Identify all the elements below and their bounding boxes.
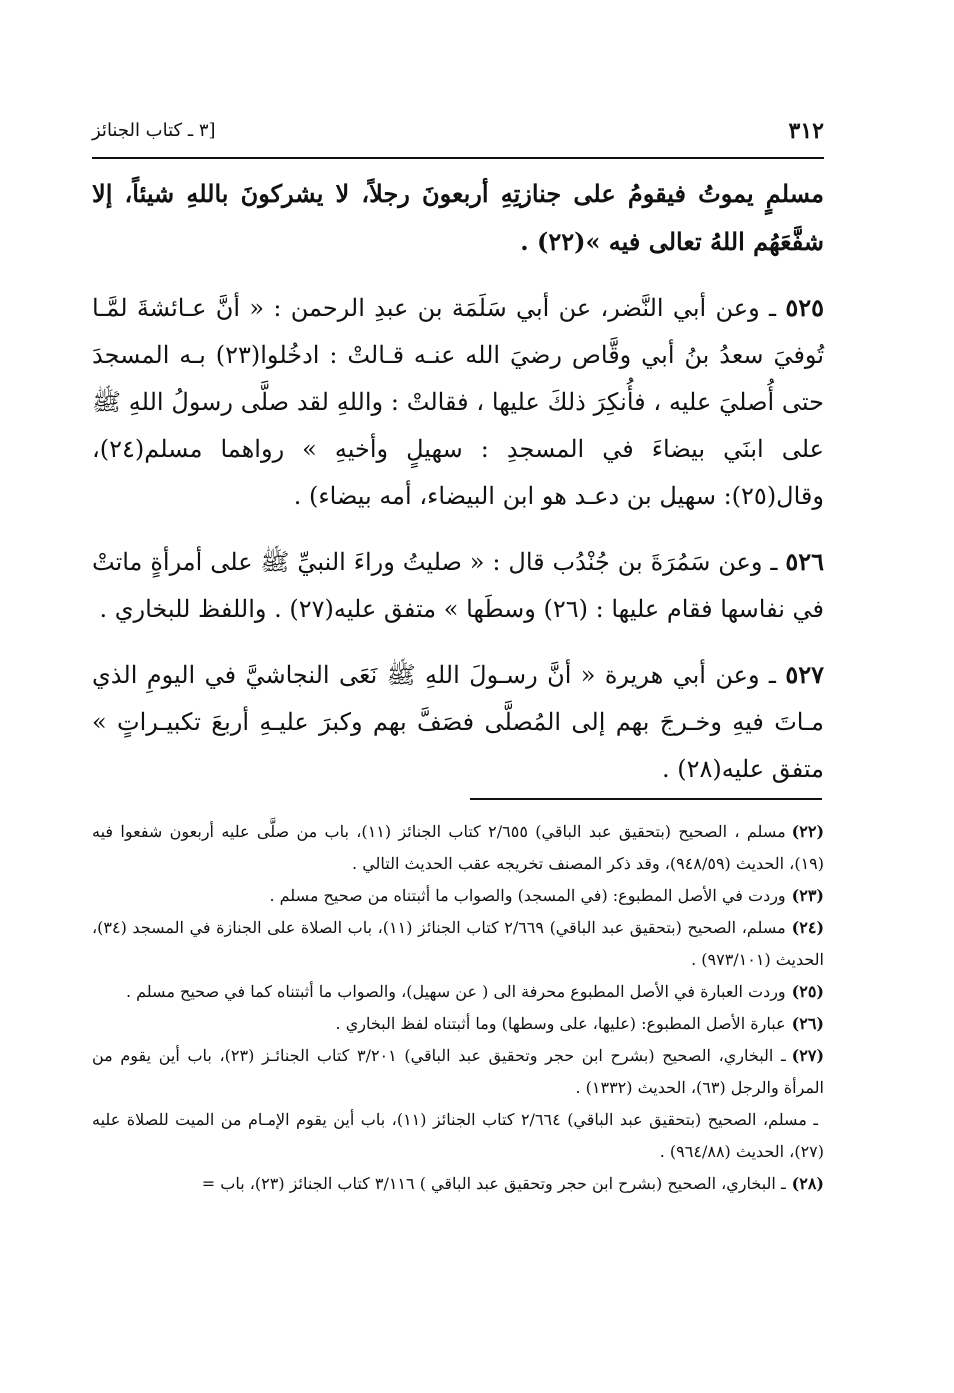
footnote-27	[92, 1040, 824, 1104]
footnote-text: مسلم ، الصحيح (بتحقيق عبد الباقي) ٢/٦٥٥ كتاب الجنائز (١١)، باب من صلَّى عليه أربعون شفعوا فيه (١٩)، الحديث (٩٤٨/٥٩)، وقد ذكر المصنف تخريجه عقب الحديث التالي .	[92, 822, 824, 873]
footnotes	[92, 816, 824, 1200]
footnote-number: (٢٥)	[791, 982, 824, 1001]
footnote-text: وردت في الأصل المطبوع: (في المسجد) والصواب ما أثبتناه من صحيح مسلم .	[269, 886, 786, 905]
footnote-23	[92, 880, 824, 912]
hadith-527	[92, 651, 824, 793]
footnote-text: مسلم، الصحيح (بتحقيق عبد الباقي) ٢/٦٦٩ كتاب الجنائز (١١)، باب الصلاة على الجنازة في المسجد (٣٤)، الحديث (٩٧٣/١٠١) .	[92, 918, 824, 969]
footnote-25	[92, 976, 824, 1008]
footnote-number: (٢٣)	[791, 886, 824, 905]
page-header	[92, 118, 824, 150]
footnote-number: (٢٤)	[791, 918, 825, 937]
page-number: ٣١٢	[788, 118, 824, 144]
hadith-526	[92, 538, 824, 633]
footnote-number: (٢٧)	[791, 1046, 825, 1065]
footnote-number: (٢٦)	[791, 1014, 824, 1033]
footnote-number: (٢٨)	[791, 1174, 824, 1193]
footnote-22	[92, 816, 824, 880]
footnote-28	[92, 1168, 824, 1200]
hadith-number: ٥٢٦	[785, 547, 824, 576]
footnote-text: ـ مسلم، الصحيح (بتحقيق عبد الباقي) ٢/٦٦٤ كتاب الجنائز (١١)، باب أين يقوم الإمـام من الميت للصلاة عليه (٢٧)، الحديث (٩٦٤/٨٨) .	[92, 1110, 824, 1161]
paragraph-continuation	[92, 170, 824, 266]
paragraph-text: ـ وعن سَمُرَةَ بن جُنْدُب قال : « صليتُ وراءَ النبيِّ ﷺ على أمرأةٍ ماتتْ في نفاسها فقام عليها : (٢٦) وسطَها » متفق عليه(٢٧) . واللفظ للبخاري .	[92, 548, 824, 623]
hadith-number: ٥٢٧	[785, 660, 824, 689]
paragraph-text: مسلمٍ يموتُ فيقومُ على جنازتِهِ أربعونَ رجلاً، لا يشركونَ باللهِ شيئاً، إلا شفَّعَهُم اللهُ تعالى فيه »(٢٢) .	[92, 179, 824, 256]
paragraph-text: ـ وعن أبي النَّضر، عن أبي سَلَمَة بن عبدِ الرحمن : « أنَّ عـائشةَ لمَّـا تُوفيَ سعدُ بنُ أبي وقَّاص رضيَ الله عنـه قـالتْ : ادخُلوا(٢٣) بـه المسجدَ حتى أُصليَ عليه ، فأُنكِرَ ذلكَ عليها ، فقالتْ : واللهِ لقد صلَّى رسولُ اللهِ ﷺ على ابنَي بيضاءَ في المسجدِ : سهيلٍ وأخيهِ » رواهما مسلم(٢٤)، وقال(٢٥): سهيل بن دعـد هو ابن البيضاء، أمه بيضاء) .	[92, 294, 824, 510]
footnote-27-continued	[92, 1104, 824, 1168]
footnote-26	[92, 1008, 824, 1040]
paragraph-text: ـ وعن أبي هريرة « أنَّ رسـولَ اللهِ ﷺ نَعَى النجاشيَّ في اليومِ الذي مـاتَ فيهِ وخـرجَ بهم إلى المُصلَّى فصَفَّ بهم وكبرَ عليـهِ أربعَ تكبيـراتٍ » متفق عليه(٢٨) .	[92, 661, 824, 783]
header-divider	[92, 157, 824, 159]
footnote-number: (٢٢)	[791, 822, 825, 841]
running-head: [٣ ـ كتاب الجنائز	[92, 120, 216, 141]
footnote-text: ـ البخاري، الصحيح (بشرح ابن حجر وتحقيق عبد الباقي ) ٣/١١٦ كتاب الجنائز (٢٣)، باب =	[201, 1174, 786, 1193]
hadith-number: ٥٢٥	[785, 293, 824, 322]
main-text	[92, 170, 824, 811]
footnote-text: وردت العبارة في الأصل المطبوع محرفة الى ( عن سهيل)، والصواب ما أثبتناه كما في صحيح مسلم .	[125, 982, 786, 1001]
hadith-525	[92, 284, 824, 520]
footnote-text: ـ البخاري، الصحيح (بشرح ابن حجر وتحقيق عبد الباقي) ٣/٢٠١ كتاب الجنائـز (٢٣)، باب أين يقوم من المرأة والرجل (٦٣)، الحديث (١٣٣٢) .	[92, 1046, 824, 1097]
footnote-divider	[470, 798, 822, 800]
footnote-text: عبارة الأصل المطبوع: (عليها، على وسطها) وما أثبتناه لفظ البخاري .	[335, 1014, 786, 1033]
footnote-24	[92, 912, 824, 976]
